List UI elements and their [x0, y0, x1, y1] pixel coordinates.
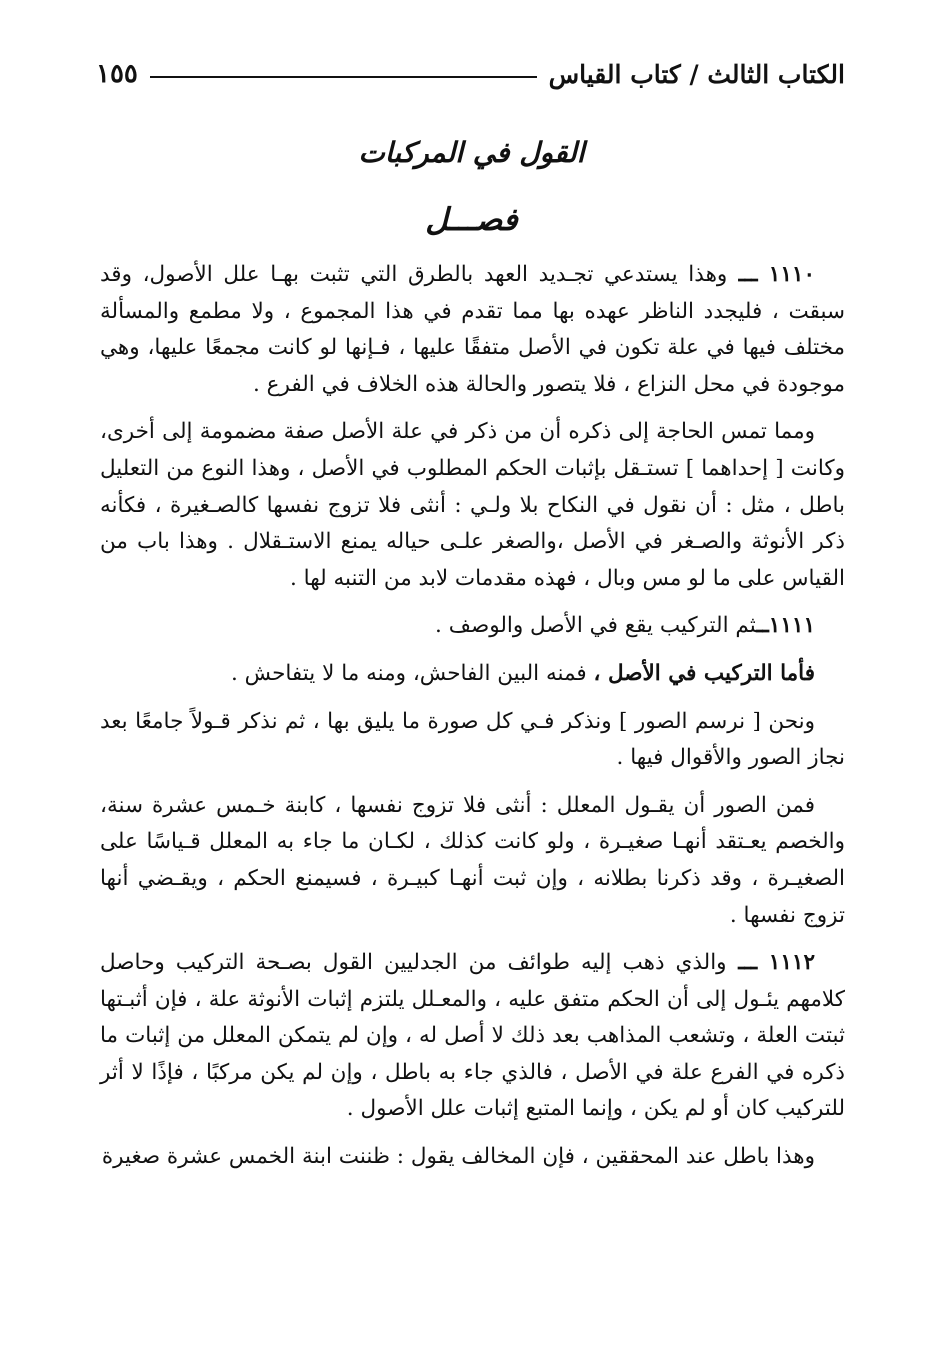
paragraph-number: ١١١٠ ـــ: [727, 262, 815, 287]
page-header: [96, 52, 845, 96]
paragraph-text: ونحن [ نرسم الصور ] ونذكر فـي كل صورة ما يليق بها ، ثم نذكر قـولاً جامعًا بعد نجاز الصور والأقوال فيها .: [100, 708, 845, 771]
paragraph: [100, 788, 845, 934]
paragraph-text: فمنه البين الفاحش، ومنه ما لا يتفاحش .: [231, 660, 594, 686]
paragraph: [100, 704, 845, 777]
paragraph-text: وهذا باطل عند المحققين ، فإن المخالف يقول : ظننت ابنة الخمس عشرة صغيرة: [101, 1144, 815, 1170]
chapter-heading: فصـــل: [425, 202, 518, 238]
paragraph: [100, 257, 845, 403]
paragraph: [100, 1139, 845, 1176]
paragraph-lead: فأما التركيب في الأصل ،: [593, 660, 815, 686]
section-heading: القول في المركبات: [358, 136, 585, 169]
page-number: ١٥٥: [96, 59, 138, 89]
paragraph: [100, 945, 845, 1128]
paragraph: [100, 414, 845, 597]
paragraph: [100, 608, 845, 645]
running-title: الكتاب الثالث / كتاب القياس: [548, 59, 845, 89]
paragraph-number: ١١١٢ ـــ: [726, 950, 815, 976]
header-rule: [150, 76, 537, 78]
paragraph-text: والذي ذهب إليه طوائف من الجدليين القول بصـحة التركيب وحاصل كلامهم يئـول إلى أن الحكم متفق عليه ، والمعـلل يلتزم إثبات الأنوثة علة ، فإن أثبـتها ثبتت العلة ، وتشعب المذاهب بعد ذلك لا أصل له ، وإن لم يتمكن المعلل من إثبات ما ذكره في الفرع علة في الأصل ، فالذي جاء به باطل ، وإن لم يكن مركبًا ، فإذًا لا أثر للتركيب كان أو لم يكن ، وإنما المتبع إثبات علل الأصول .: [100, 950, 845, 1122]
body-text: [100, 257, 845, 1187]
paragraph-number: ١١١١ــ: [756, 613, 815, 639]
paragraph: [100, 656, 845, 693]
paragraph-text: ومما تمس الحاجة إلى ذكره أن من ذكر في علة الأصل صفة مضمومة إلى أخرى، وكانت [ إحداهما ] تستـقل بإثبات الحكم المطلوب في الأصل ، وهذا النوع من التعليل باطل ، مثل : أن نقول في النكاح بلا ولـي : أنثى فلا تزوج نفسها كالصـغيرة ، فكأنه ذكر الأنوثة والصـغر في الأصل ،والصغر علـى حياله يمنع الاستـقلال . وهذا باب من القياس على ما لو مس وبال ، فهذه مقدمات لابد من التنبه لها .: [100, 419, 845, 591]
paragraph-text: وهذا يستدعي تجـديد العهد بالطرق التي تثبت بهـا علل الأصول، وقد سبقت ، فليجدد الناظر عهده بها مما تقدم في هذا المجموع ، ولا مطمع والمسألة مختلف فيها في علة تكون في الأصل متفقًا عليها ، فـإنها لو كانت مجمعًا عليها، وهي موجودة في محل النزاع ، فلا يتصور والحالة هذه الخلاف في الفرع .: [100, 262, 845, 397]
paragraph-text: ثم التركيب يقع في الأصل والوصف .: [435, 613, 757, 639]
paragraph-text: فمن الصور أن يقـول المعلل : أنثى فلا تزوج نفسها ، كابنة خـمس عشرة سنة، والخصم يعـتقد أنهـا صغيـرة ، ولو كانت كذلك ، لكـان ما جاء به المعلل قـياسًا على الصغيـرة ، وقد ذكرنا بطلانه ، وإن ثبت أنهـا كبيـرة ، فسيمنع الحكم ، ويقـضي أنها تزوج نفسها .: [100, 792, 845, 928]
